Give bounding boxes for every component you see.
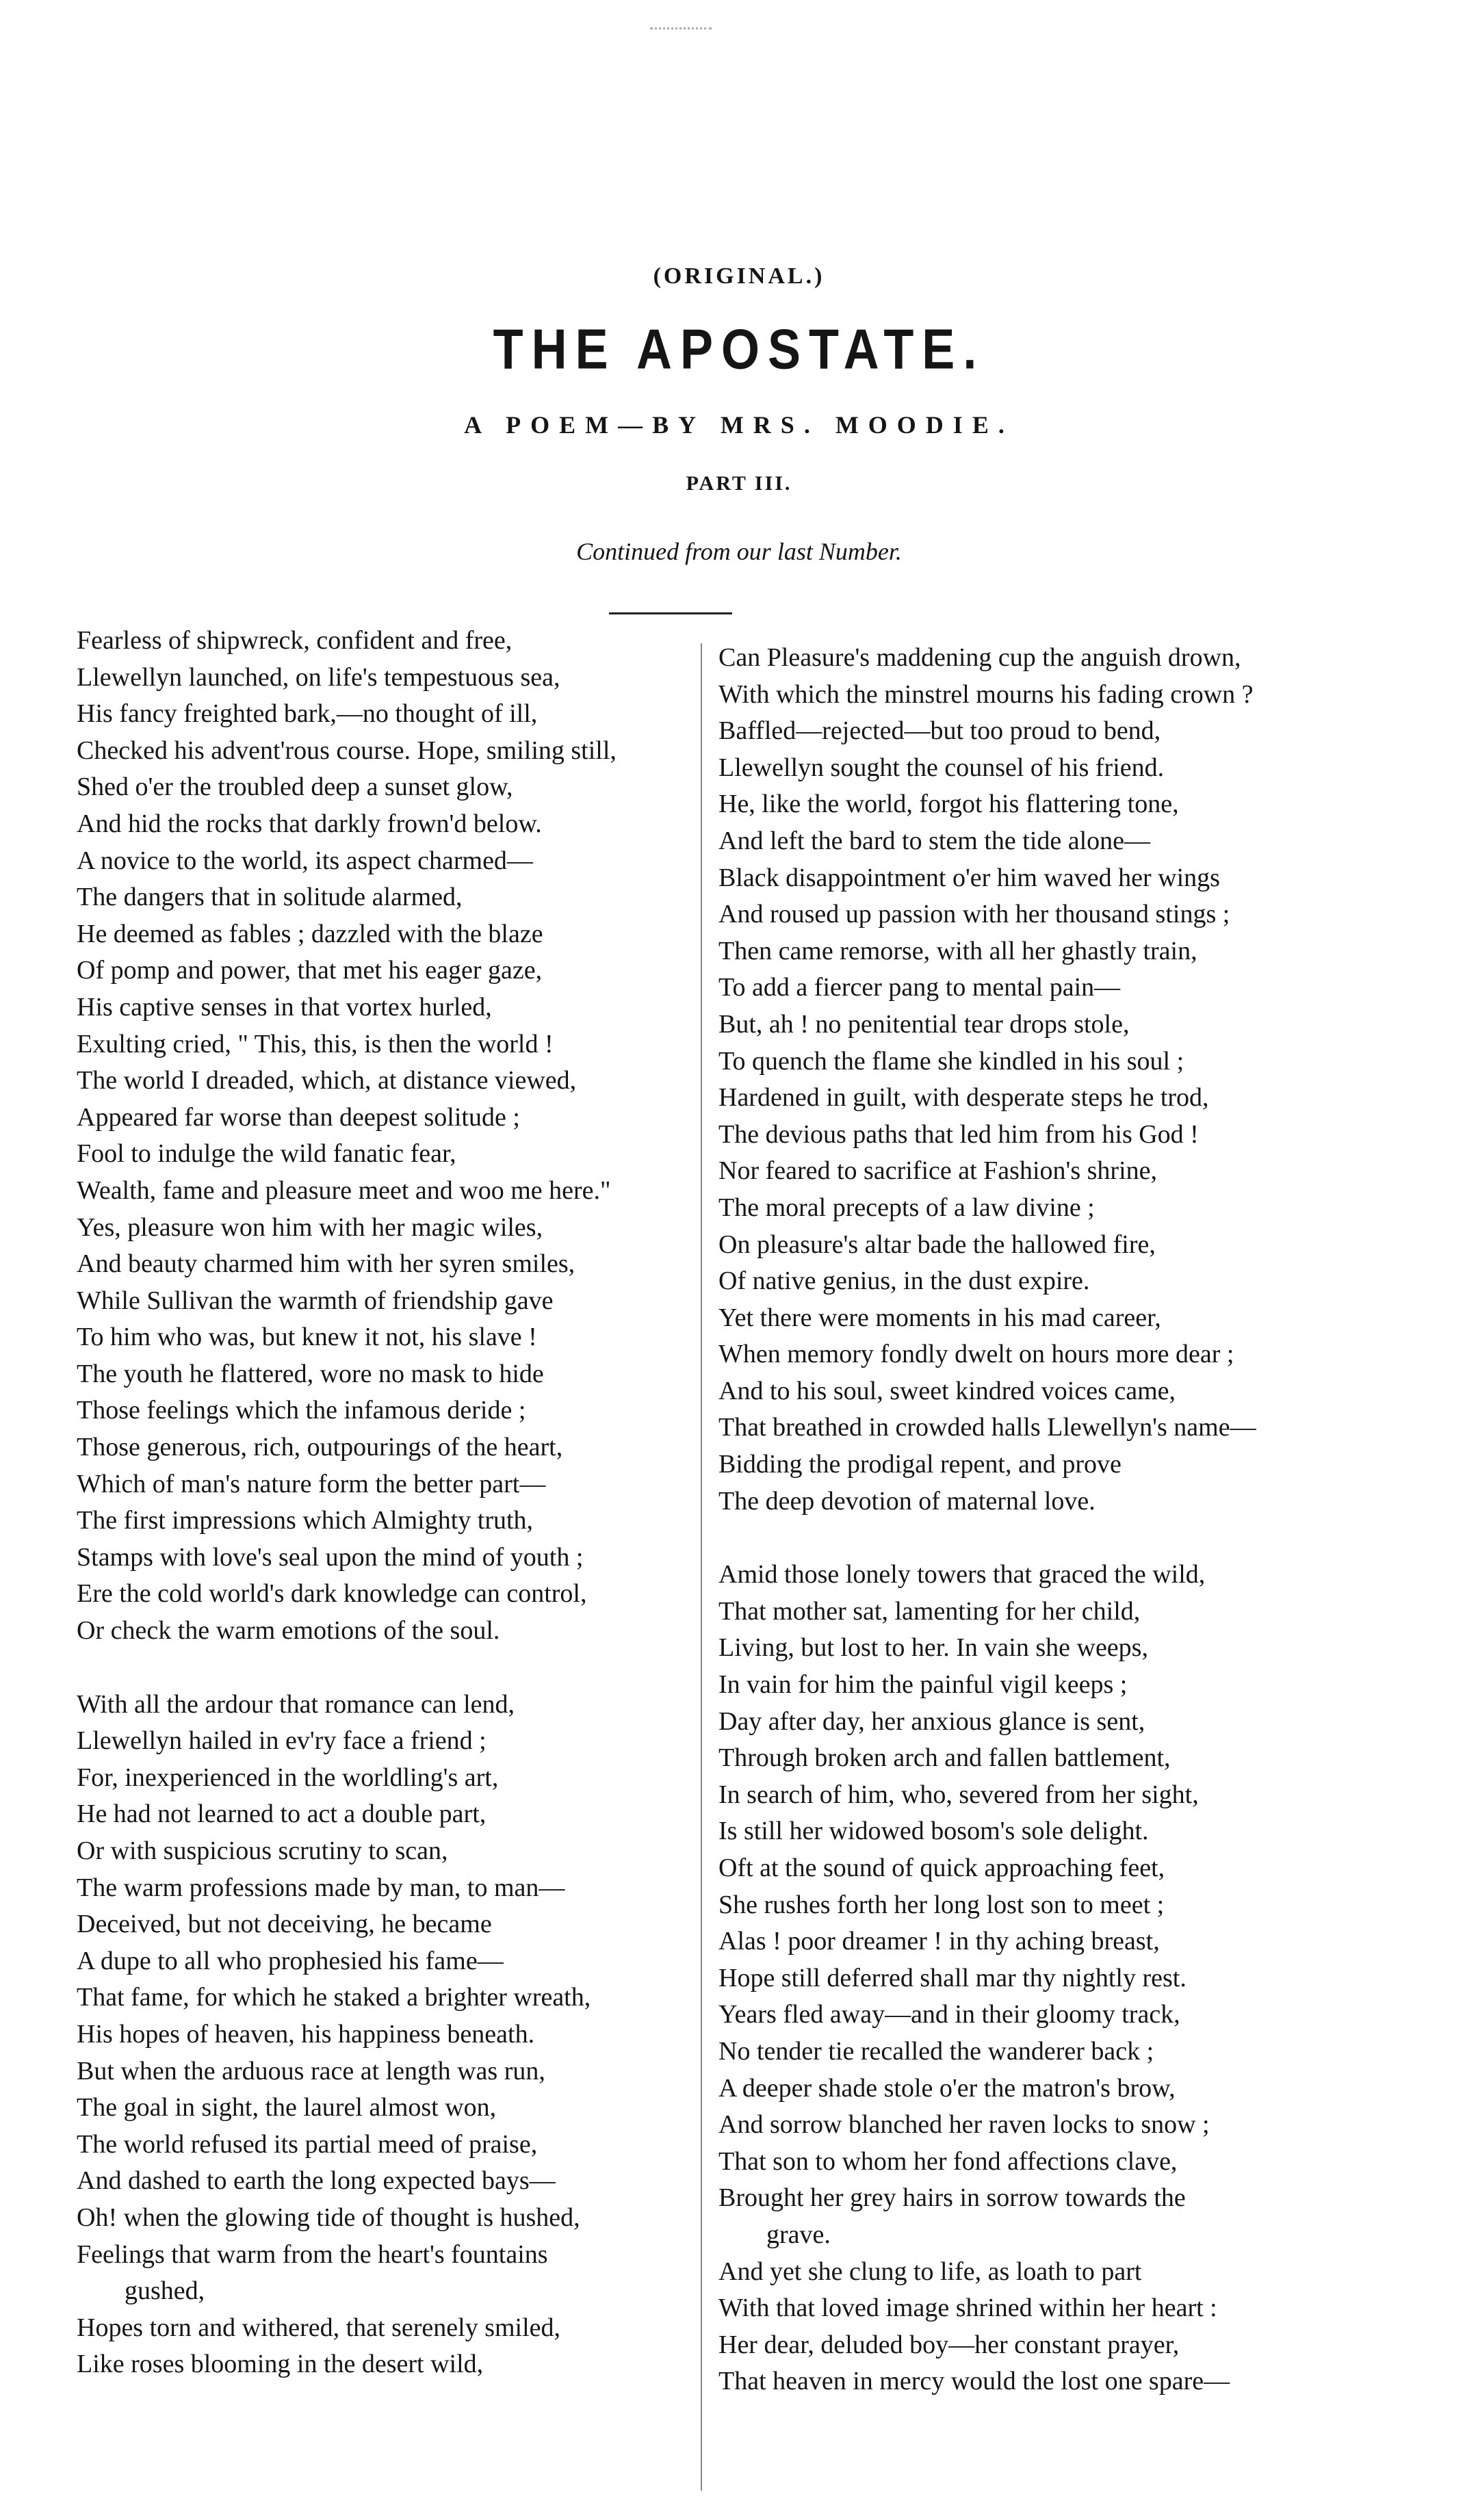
poem-line: Brought her grey hairs in sorrow towards the [718,2183,1186,2213]
poem-line: Appeared far worse than deepest solitude ; [77,1102,520,1132]
stanza [77,1687,692,2383]
poem-line: To add a fiercer pang to mental pain— [718,973,1121,1002]
poem-line: And beauty charmed him with her syren smiles, [77,1249,575,1279]
poem-line: Feelings that warm from the heart's fountains [77,2239,548,2269]
poem-line: Oh! when the glowing tide of thought is hushed, [77,2203,580,2232]
poem-line: The moral precepts of a law divine ; [718,1193,1095,1222]
poem-line: Hopes torn and withered, that serenely smiled, [77,2313,561,2342]
poem-line: With all the ardour that romance can lend, [77,1689,515,1719]
poem-line: In vain for him the painful vigil keeps ; [718,1670,1128,1700]
poem-line: Her dear, deluded boy—her constant prayer, [718,2330,1180,2359]
poem-line: Amid those lonely towers that graced the wild, [718,1560,1206,1589]
poem-line: Exulting cried, " This, this, is then the world ! [77,1029,554,1058]
poem-line: And to his soul, sweet kindred voices came, [718,1376,1176,1405]
poem-line: That heaven in mercy would the lost one spare— [718,2367,1230,2396]
poem-line: grave. [766,2220,831,2249]
poem-line: Or check the warm emotions of the soul. [77,1616,500,1646]
poem-line: The deep devotion of maternal love. [718,1486,1095,1516]
part-label: PART III. [686,472,792,495]
poem-line: The world I dreaded, which, at distance viewed, [77,1066,577,1095]
poem-line: Or with suspicious scrutiny to scan, [77,1836,448,1865]
poem-line: Nor feared to sacrifice at Fashion's shrine, [718,1156,1158,1186]
stanza [718,1557,1410,2400]
poem-line: Llewellyn launched, on life's tempestuous sea, [77,662,560,692]
left-column [77,623,692,2420]
poem-line: Is still her widowed bosom's sole delight. [718,1817,1149,1846]
poem-line: His captive senses in that vortex hurled, [77,992,492,1022]
poem-line: Oft at the sound of quick approaching feet, [718,1854,1165,1882]
poem-line: Years fled away—and in their gloomy track, [718,2000,1180,2029]
poem-line: Stamps with love's seal upon the mind of youth ; [77,1542,584,1572]
poem-line: The youth he flattered, wore no mask to hide [77,1359,544,1388]
poem-line: Then came remorse, with all her ghastly train, [718,936,1197,965]
column-divider [701,643,702,2491]
poem-line: On pleasure's altar bade the hallowed fire, [718,1230,1156,1259]
poem-line: That fame, for which he staked a brighter wreath, [77,1983,591,2012]
poem-line: And yet she clung to life, as loath to part [718,2257,1142,2286]
poem-subtitle: A POEM—BY MRS. MOODIE. [464,411,1014,439]
poem-line: In search of him, who, severed from her sight, [718,1780,1199,1809]
poem-line: A deeper shade stole o'er the matron's brow, [718,2073,1176,2103]
poem-line: A dupe to all who prophesied his fame— [77,1946,504,1975]
poem-line: His hopes of heaven, his happiness beneath. [77,2019,535,2049]
poem-line: The first impressions which Almighty truth, [77,1506,534,1535]
poem-line: Those feelings which the infamous deride ; [77,1396,526,1425]
poem-line: Shed o'er the troubled deep a sunset glow, [77,772,513,802]
continued-note: Continued from our last Number. [576,538,902,565]
poem-line: Of native genius, in the dust expire. [718,1267,1090,1296]
poem-line: gushed, [125,2276,205,2306]
poem-line: His fancy freighted bark,—no thought of ill, [77,699,538,729]
poem-line: Like roses blooming in the desert wild, [77,2350,484,2379]
poem-line: While Sullivan the warmth of friendship gave [77,1286,554,1315]
poem-line: No tender tie recalled the wanderer back ; [718,2036,1154,2066]
poem-line: Ere the cold world's dark knowledge can control, [77,1579,587,1609]
poem-line: That breathed in crowded halls Llewellyn's name— [718,1413,1256,1442]
poem-line: When memory fondly dwelt on hours more dear ; [718,1340,1234,1369]
poem-line: And hid the rocks that darkly frown'd below. [77,809,542,838]
stanza [77,623,692,1650]
poem-line: The world refused its partial meed of praise, [77,2129,538,2159]
poem-line: Yet there were moments in his mad career, [718,1303,1161,1332]
poem-line: Hardened in guilt, with desperate steps he trod, [718,1083,1209,1113]
poem-line: Fool to indulge the wild fanatic fear, [77,1139,456,1169]
poem-line: He had not learned to act a double part, [77,1800,487,1829]
poem-line: The dangers that in solitude alarmed, [77,883,463,912]
poem-line: Through broken arch and fallen battlement, [718,1743,1171,1773]
stanza [718,640,1410,1520]
poem-line: Alas ! poor dreamer ! in thy aching breast, [718,1927,1160,1956]
poem-line: Llewellyn hailed in ev'ry face a friend ; [77,1726,487,1756]
right-column [718,640,1410,2437]
title-rule [609,612,732,614]
poem-line: He, like the world, forgot his flattering tone, [718,790,1179,819]
poem-line: To him who was, but knew it not, his slave ! [77,1323,537,1352]
poem-line: And sorrow blanched her raven locks to snow ; [718,2110,1210,2140]
poem-line: And roused up passion with her thousand stings ; [718,900,1230,929]
poem-line: Living, but lost to her. In vain she weeps, [718,1633,1148,1663]
poem-line: With which the minstrel mourns his fading crown ? [718,679,1254,709]
poem-line: And dashed to earth the long expected bays— [77,2166,556,2196]
poem-line: Fearless of shipwreck, confident and free, [77,626,513,655]
page-top-mark [650,27,712,35]
poem-line: To quench the flame she kindled in his soul ; [718,1046,1184,1076]
poem-line: Black disappointment o'er him waved her wings [718,863,1220,892]
poem-line: Deceived, but not deceiving, he became [77,1910,492,1939]
poem-line: He deemed as fables ; dazzled with the blaze [77,919,543,948]
poem-line: She rushes forth her long lost son to meet ; [718,1890,1165,1919]
poem-line: The goal in sight, the laurel almost won, [77,2093,497,2122]
poem-line: Hope still deferred shall mar thy nightly rest. [718,1963,1187,1992]
poem-line: The warm professions made by man, to man— [77,1873,565,1902]
poem-line: But when the arduous race at length was run, [77,2056,545,2086]
poem-line: But, ah ! no penitential tear drops stole, [718,1009,1130,1039]
poem-line: A novice to the world, its aspect charmed— [77,846,533,875]
poem-line: Those generous, rich, outpourings of the heart, [77,1433,563,1462]
poem-line: Yes, pleasure won him with her magic wiles, [77,1212,543,1242]
poem-line: That mother sat, lamenting for her child, [718,1596,1141,1626]
poem-line: Which of man's nature form the better part— [77,1469,546,1498]
poem-line: Wealth, fame and pleasure meet and woo me here." [77,1175,611,1205]
poem-line: Llewellyn sought the counsel of his friend. [718,753,1165,782]
poem-line: Can Pleasure's maddening cup the anguish drown, [718,643,1241,672]
poem-title: THE APOSTATE. [493,318,985,381]
poem-line: Baffled—rejected—but too proud to bend, [718,716,1161,746]
poem-line: And left the bard to stem the tide alone— [718,826,1151,855]
poem-line: Bidding the prodigal repent, and prove [718,1450,1122,1479]
poem-line: Checked his advent'rous course. Hope, smiling still, [77,736,617,765]
poem-line: Of pomp and power, that met his eager gaze, [77,956,543,985]
poem-line: Day after day, her anxious glance is sent, [718,1706,1145,1736]
poem-line: The devious paths that led him from his God ! [718,1119,1199,1149]
poem-line: That son to whom her fond affections clave, [718,2146,1178,2176]
poem-line: For, inexperienced in the worldling's art, [77,1763,499,1792]
original-label: (ORIGINAL.) [653,263,825,289]
poem-line: With that loved image shrined within her heart : [718,2294,1217,2323]
